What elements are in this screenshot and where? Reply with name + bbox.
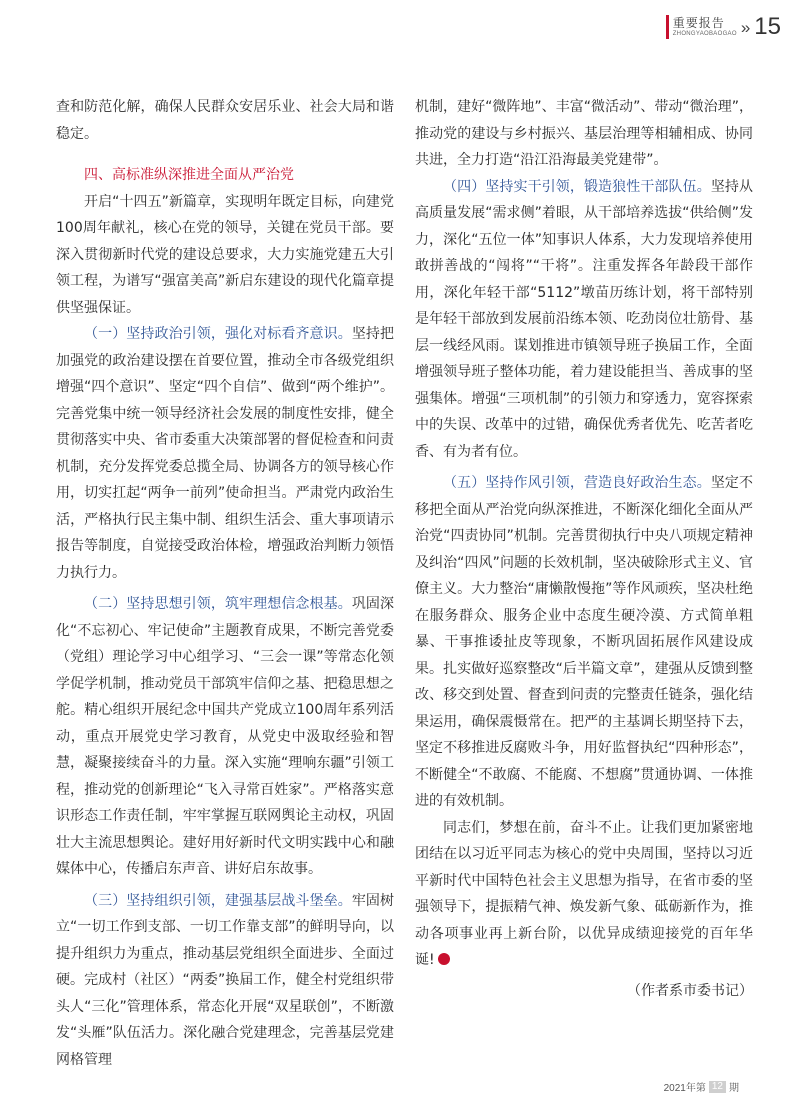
issue-year: 2021年 <box>663 1083 696 1094</box>
subsection-heading: （四）坚持实干引领，锻造狼性干部队伍。 <box>443 178 711 195</box>
paragraph-text: 坚定不移把全面从严治党向纵深推进，不断深化细化全面从严治党“四责协同”机制。完善贯彻执行中央八项规定精神及纠治“四风”问题的长效机制，坚决破除形式主义、官僚主义。大力整治“庸懒散慢拖”等作风顽疾，坚决杜绝在服务群众、服务企业中态度生硬冷漠、方式简单粗暴、干事推诿扯皮等现象，不断巩固拓展作风建设成果。扎实做好巡察整改“后半篇文章”，建强从反馈到整改、移交到处置、督查到问责的完整责任链条，强化结果运用，确保震慑常在。把严的主基调长期坚持下去，坚定不移推进反腐败斗争，用好监督执纪“四种形态”，不断健全“不敢腐、不能腐、不想腐”贯通协调、一体推进的有效机制。 <box>415 475 754 809</box>
subsection-heading: （一）坚持政治引领，强化对标看齐意识。 <box>84 326 352 342</box>
paragraph: 查和防范化解，确保人民群众安居乐业、社会大局和谐稳定。 <box>56 99 394 142</box>
paragraph: 机制，建好“微阵地”、丰富“微活动”、带动“微治理”，推动党的建设与乡村振兴、基层治理等相辅相成、协同共进，全力打造“沿江沿海最美党建带”。 <box>415 99 753 168</box>
subsection-heading: （二）坚持思想引领，筑牢理想信念根基。 <box>84 596 352 612</box>
author-byline: （作者系市委书记） <box>627 982 753 999</box>
header-titles <box>673 17 737 37</box>
section-pinyin: ZHONGYAOBAOGAO <box>672 31 737 37</box>
paragraph <box>56 888 394 1074</box>
left-column <box>56 94 394 1073</box>
paragraph <box>415 470 753 815</box>
subsection-heading: （三）坚持组织引领，建强基层战斗堡垒。 <box>84 892 352 909</box>
paragraph <box>56 591 394 883</box>
issue-number: 12 <box>709 1081 726 1093</box>
page-header <box>666 14 781 40</box>
right-column <box>415 94 753 1004</box>
issue-di: 第 <box>695 1083 706 1094</box>
page-number: 15 <box>754 13 781 40</box>
closing-paragraph <box>415 815 753 974</box>
paragraph-text: 同志们，梦想在前，奋斗不止。让我们更加紧密地团结在以习近平同志为核心的党中央周围，坚持以习近平新时代中国特色社会主义思想为指导，在省市委的坚强领导下，提振精气神、焕发新气象、砥砺新作为，推动各项事业再上新台阶，以优异成绩迎接党的百年华诞! <box>415 819 753 968</box>
paragraph <box>56 321 394 586</box>
paragraph-text: 巩固深化“不忘初心、牢记使命”主题教育成果，不断完善党委（党组）理论学习中心组学习、“三会一课”等常态化领学促学机制，推动党员干部筑牢信仰之基、把稳思想之舵。精心组织开展纪念中国共产党成立100周年系列活动，重点开展党史学习教育，从党史中汲取经验和智慧，凝聚接续奋斗的力量。深入实施“理响东疆”引领工程，推动党的创新理论“飞入寻常百姓家”。严格落实意识形态工作责任制，牢牢掌握互联网舆论主动权，巩固壮大主流思想舆论。建好用好新时代文明实践中心和融媒体中心，传播启东声音、讲好启东故事。 <box>56 596 395 877</box>
double-chevron-icon: » <box>740 17 751 37</box>
subsection-heading: （五）坚持作风引领，营造良好政治生态。 <box>443 475 711 491</box>
section-heading: 四、高标准纵深推进全面从严治党 <box>84 167 294 183</box>
paragraph-text: 坚持把加强党的政治建设摆在首要位置，推动全市各级党组织增强“四个意识”、坚定“四个自信”、做到“两个维护”。完善党集中统一领导经济社会发展的制度性安排，健全贯彻落实中央、省市委重大决策部署的督促检查和问责机制，充分发挥党委总揽全局、协调各方的领导核心作用，切实扛起“两争一前列”使命担当。严肃党内政治生活，严格执行民主集中制、组织生活会、重大事项请示报告等制度，自觉接受政治体检，增强政治判断力领悟力执行力。 <box>56 326 395 581</box>
section-title: 重要报告 <box>672 16 725 30</box>
paragraph <box>415 174 753 466</box>
paragraph: 开启“十四五”新篇章，实现明年既定目标，向建党100周年献礼，核心在党的领导，关键在党员干部。要深入贯彻新时代党的建设总要求，大力实施党建五大引领工程，为谱写“强富美高”新启东建设的现代化篇章提供坚强保证。 <box>56 193 394 316</box>
issue-qi: 期 <box>729 1083 739 1094</box>
page-footer <box>664 1079 739 1094</box>
paragraph-text: 牢固树立“一切工作到支部、一切工作靠支部”的鲜明导向，以提升组织力为重点，推动基层党组织全面进步、全面过硬。完成村（社区）“两委”换届工作，健全村党组织带头人“三化”管理体系，常态化开展“双星联创”，不断激发“头雁”队伍活力。深化融合党建理念，完善基层党建网格管理 <box>56 892 395 1068</box>
paragraph-text: 坚持从高质量发展“需求侧”着眼，从干部培养选拔“供给侧”发力，深化“五位一体”知事识人体系，大力发现培养使用敢拼善战的“闯将”“干将”。注重发挥各年龄段干部作用，深化年轻干部“5112”墩苗历练计划，将干部特别是年轻干部放到发展前沿练本领、吃劲岗位壮筋骨、基层一线经风雨。谋划推进市镇领导班子换届工作，全面增强领导班子整体功能，着力建设能担当、善成事的坚强集体。增强“三项机制”的引领力和穿透力，宽容探索中的失误、改革中的过错，确保优秀者优先、吃苦者吃香、有为者有位。 <box>415 178 754 460</box>
header-accent-bar <box>666 15 669 39</box>
end-mark-icon <box>438 953 450 965</box>
